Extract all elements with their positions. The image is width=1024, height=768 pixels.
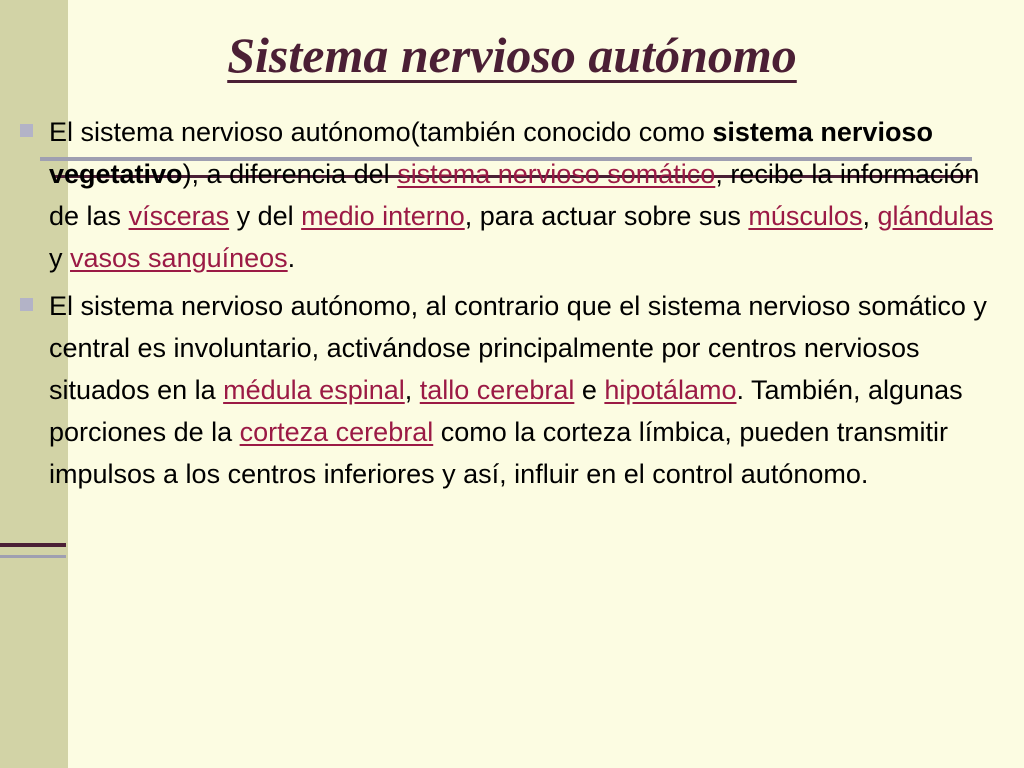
link-medio-interno[interactable]: medio interno <box>301 201 465 231</box>
bullet-1-text: y del <box>229 201 302 231</box>
bullet-2-text: , <box>404 375 420 405</box>
bullet-1-text: y <box>49 243 71 273</box>
bullet-2-text: El sistema nervioso autónomo, al contrario que el sistema nervioso somático y central es involuntario, activándose principalmente por centros nerviosos situados en la <box>49 291 987 405</box>
link-tallo-cerebral[interactable]: tallo cerebral <box>419 375 575 405</box>
bullet-1-text: , para actuar sobre sus <box>464 201 749 231</box>
link-glandulas[interactable]: glándulas <box>877 201 994 231</box>
bullet-item-2 <box>20 285 1005 495</box>
slide-title <box>0 22 1024 88</box>
bullet-1-text: , <box>862 201 878 231</box>
bullet-1-text: , recibe la información de las <box>49 159 980 231</box>
term-sistema-nervioso-vegetativo: sistema nervioso vegetativo <box>49 117 933 189</box>
link-musculos[interactable]: músculos <box>748 201 863 231</box>
link-medula-espinal[interactable]: médula espinal <box>223 375 405 405</box>
square-bullet-icon <box>20 124 33 137</box>
bullet-2-text: como la corteza límbica, pueden transmitir impulsos a los centros inferiores y así, influir en el control autónomo. <box>49 417 948 489</box>
square-bullet-icon <box>20 298 33 311</box>
link-visceras[interactable]: vísceras <box>128 201 230 231</box>
slide-body <box>20 111 1005 495</box>
bullet-2-text: e <box>574 375 605 405</box>
bullet-1-text: ), a diferencia del <box>182 159 398 189</box>
bullet-1-text: El sistema nervioso autónomo(también conocido como <box>49 117 713 147</box>
decorative-rule-left-gray <box>0 555 66 558</box>
bullet-1-text: . <box>287 243 296 273</box>
link-corteza-cerebral[interactable]: corteza cerebral <box>239 417 434 447</box>
bullet-item-1 <box>20 111 1005 279</box>
bullet-2-text: . También, algunas porciones de la <box>49 375 963 447</box>
link-vasos-sanguineos[interactable]: vasos sanguíneos <box>70 243 288 273</box>
link-hipotalamo[interactable]: hipotálamo <box>604 375 737 405</box>
link-sistema-nervioso-somatico[interactable]: sistema nervioso somático <box>397 159 716 189</box>
slide-title-text: Sistema nervioso autónomo <box>227 27 797 83</box>
decorative-rule-left-maroon <box>0 543 66 547</box>
